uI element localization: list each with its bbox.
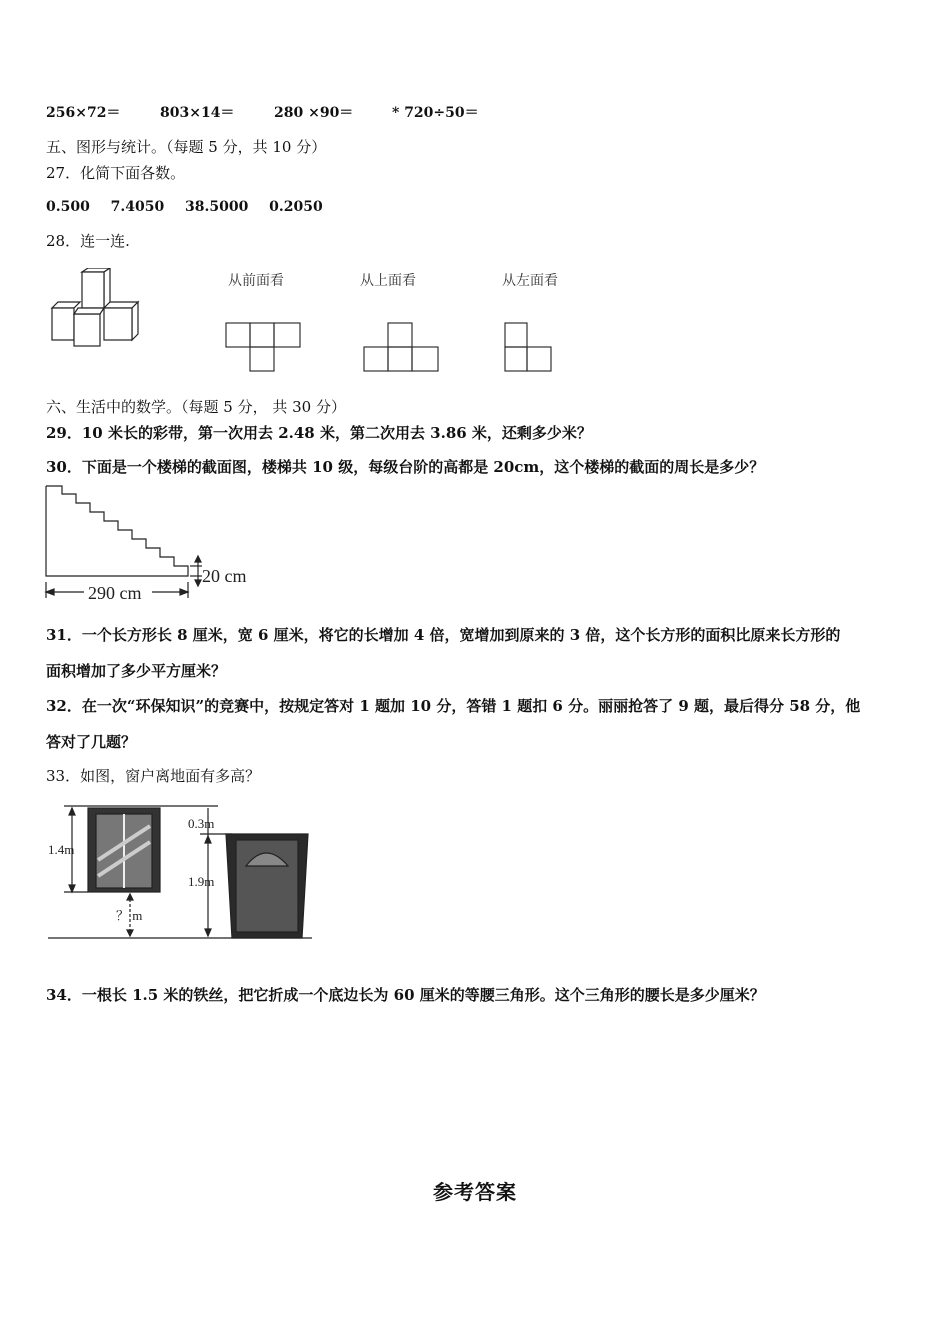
view-label-front: 从前面看 [228,273,284,289]
calc-item: 256×72＝ [46,105,121,121]
question-32-line1: 32．在一次“环保知识”的竞赛中，按规定答对 1 题加 10 分，答错 1 题扣 6 分。丽丽抢答了 9 题，最后得分 58 分，他 [46,697,861,715]
question-31-line1: 31．一个长方形长 8 厘米，宽 6 厘米，将它的长增加 4 倍，宽增加到原来的 3 倍，这个长方形的面积比原来长方形的 [46,626,841,644]
decimal-number: 38.5000 [185,199,249,215]
step-height-label: 20 cm [202,566,247,586]
answer-section-title: 参考答案 [433,1180,517,1204]
calc-row [0,102,950,122]
section-5-heading: 五、图形与统计。（每题 5 分，共 10 分） [46,138,327,156]
window-height-label: 1.4m [48,842,75,857]
gap-label: 0.3m [188,816,215,831]
calc-item: 280 ×90＝ [274,105,354,121]
front-view-shape [224,320,304,374]
question-32-line2: 答对了几题？ [46,733,137,751]
question-31-line2: 面积增加了多少平方厘米？ [46,662,227,680]
left-view-shape [502,320,558,374]
section-6-heading: 六、生活中的数学。（每题 5 分， 共 30 分） [46,398,346,416]
width-label: 290 cm [88,583,142,603]
question-30: 30．下面是一个楼梯的截面图，楼梯共 10 级，每级台阶的高都是 20cm，这个楼梯的截面的周长是多少？ [46,458,765,476]
view-label-left: 从左面看 [502,273,558,289]
cube-solid-figure [48,268,148,350]
staircase-diagram [40,484,270,606]
door-height-label: 1.9m [188,874,215,889]
question-29: 29．10 米长的彩带，第一次用去 2.48 米，第二次用去 3.86 米，还剩多少米？ [46,424,592,442]
view-label-top: 从上面看 [360,273,416,289]
q27-numbers [46,197,339,215]
top-view-shape [362,320,442,374]
decimal-number: 7.4050 [110,199,165,215]
calc-item: 803×14＝ [160,105,235,121]
unknown-height-label: ？ m [116,908,143,923]
question-33: 33．如图，窗户离地面有多高？ [46,767,261,785]
question-28: 28．连一连. [46,232,130,250]
calc-item: * 720÷50＝ [392,105,479,121]
decimal-number: 0.2050 [269,199,323,215]
decimal-number: 0.500 [46,199,90,215]
question-34: 34．一根长 1.5 米的铁丝，把它折成一个底边长为 60 厘米的等腰三角形。这个三角形的腰长是多少厘米？ [46,986,765,1004]
question-27: 27．化简下面各数。 [46,164,186,182]
window-door-diagram [46,800,316,946]
